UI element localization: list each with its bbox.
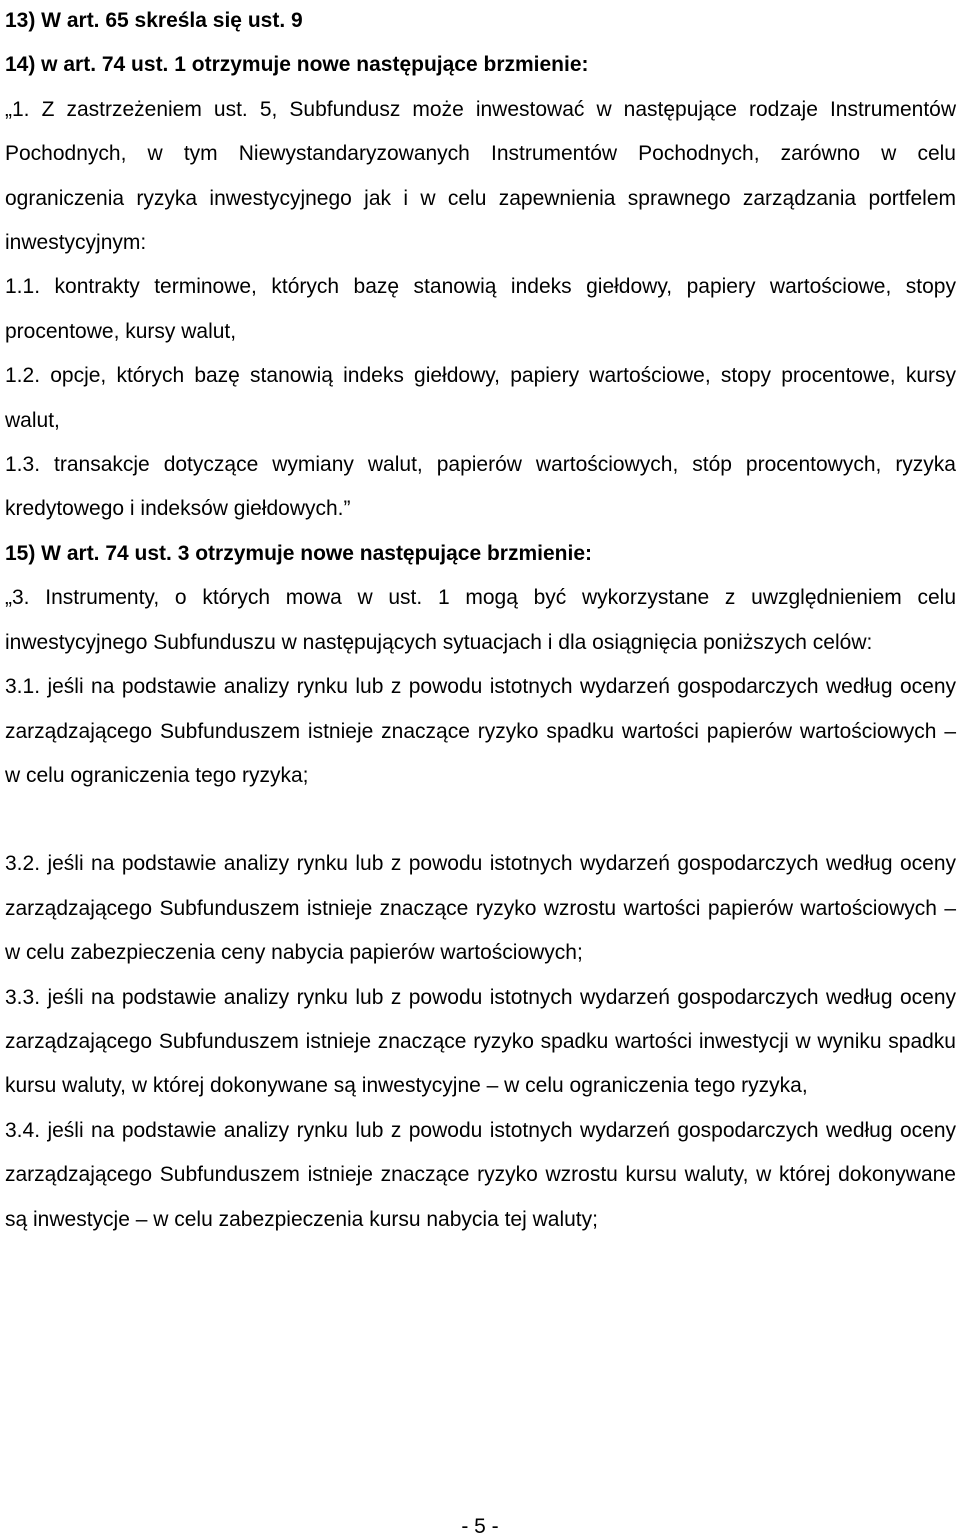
art74-ust3-paragraph: „3. Instrumenty, o których mowa w ust. 1 mogą być wykorzystane z uwzględnieniem celu inwestycyjnego Subfunduszu w następujących sytuacjach i dla osiągnięcia poniższych celów: <box>5 586 956 654</box>
art74-ust1-point-1-1: 1.1. kontrakty terminowe, których bazę stanowią indeks giełdowy, papiery wartościowe, stopy procentowe, kursy walut, <box>5 275 956 343</box>
art74-ust3-point-3-1: 3.1. jeśli na podstawie analizy rynku lub z powodu istotnych wydarzeń gospodarczych według oceny zarządzającego Subfunduszem istnieje znaczące ryzyko spadku wartości papierów wartościowych – w celu ograniczenia tego ryzyka; <box>5 675 956 787</box>
art74-ust3-point-3-2: 3.2. jeśli na podstawie analizy rynku lub z powodu istotnych wydarzeń gospodarczych według oceny zarządzającego Subfunduszem istnieje znaczące ryzyko wzrostu wartości papierów wartościowych – w celu zabezpieczenia ceny nabycia papierów wartościowych; <box>5 852 956 965</box>
art74-ust1-point-1-2: 1.2. opcje, których bazę stanowią indeks giełdowy, papiery wartościowe, stopy procentowe, kursy walut, <box>5 364 956 432</box>
art74-ust3-point-3-3: 3.3. jeśli na podstawie analizy rynku lub z powodu istotnych wydarzeń gospodarczych według oceny zarządzającego Subfunduszem istnieje znaczące ryzyko spadku wartości inwestycji w wyniku spadku kursu waluty, w której dokonywane są inwestycyjne – w celu ograniczenia tego ryzyka, <box>5 985 956 1098</box>
amendment-15-heading: 15) W art. 74 ust. 3 otrzymuje nowe następujące brzmienie: <box>5 541 592 565</box>
art74-ust3-point-3-4: 3.4. jeśli na podstawie analizy rynku lub z powodu istotnych wydarzeń gospodarczych według oceny zarządzającego Subfunduszem istnieje znaczące ryzyko wzrostu kursu waluty, w której dokonywane są inwestycje – w celu zabezpieczenia kursu nabycia tej waluty; <box>5 1118 956 1231</box>
amendment-14-heading: 14) w art. 74 ust. 1 otrzymuje nowe następujące brzmienie: <box>5 53 589 77</box>
page-number: - 5 - <box>461 1515 499 1538</box>
art74-ust1-paragraph: „1. Z zastrzeżeniem ust. 5, Subfundusz może inwestować w następujące rodzaje Instrumentów Pochodnych, w tym Niewystandaryzowanych Instrumentów Pochodnych, zarówno w celu ograniczenia ryzyka inwestycyjnego jak i w celu zapewnienia sprawnego zarządzania portfelem inwestycyjnym: <box>5 97 956 255</box>
amendment-13-heading: 13) W art. 65 skreśla się ust. 9 <box>5 9 303 32</box>
document-page <box>5 0 956 1242</box>
art74-ust1-point-1-3: 1.3. transakcje dotyczące wymiany walut, papierów wartościowych, stóp procentowych, ryzyka kredytowego i indeksów giełdowych.” <box>5 453 956 521</box>
